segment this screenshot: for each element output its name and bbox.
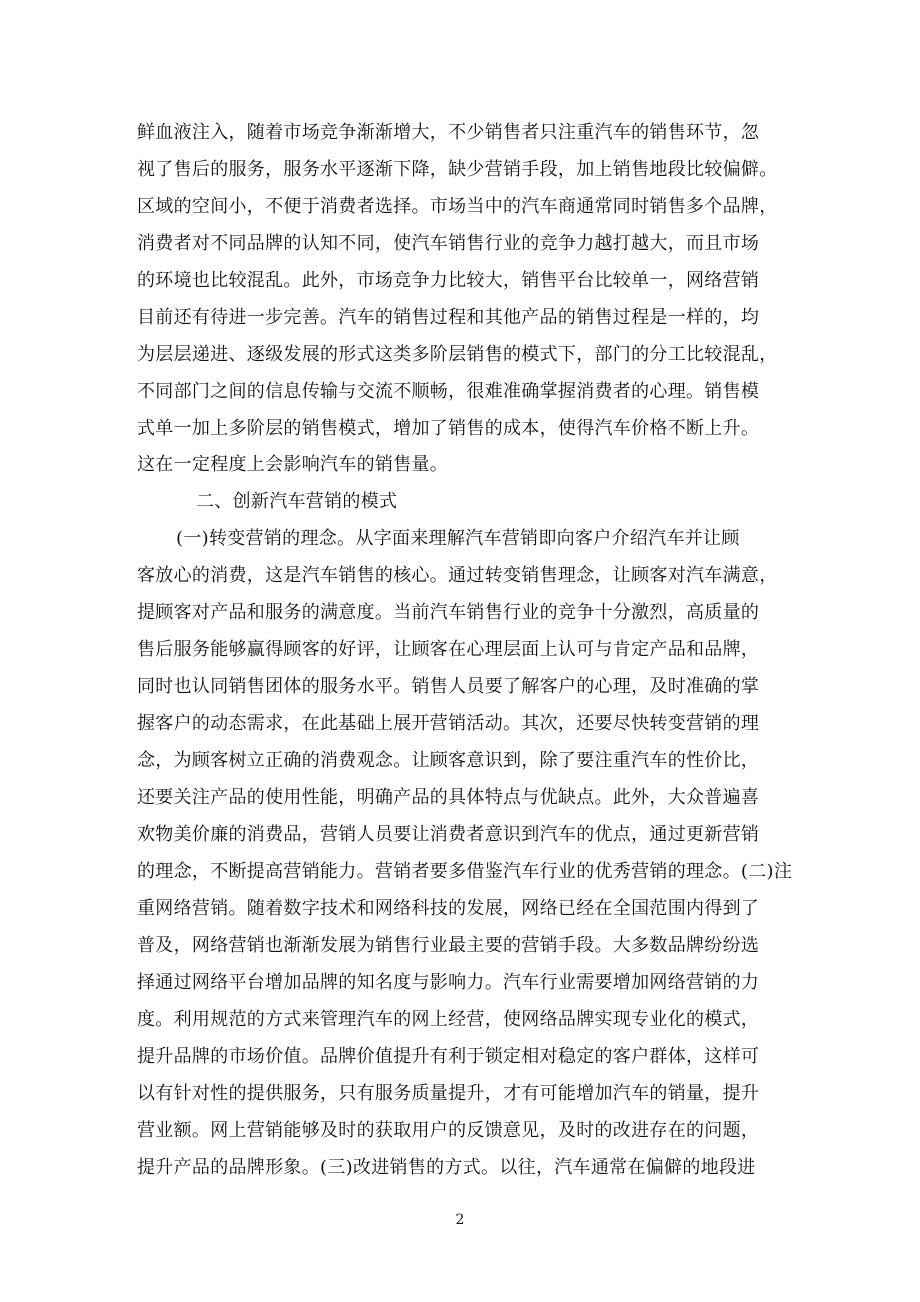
- section-heading: 二、创新汽车营销的模式: [196, 491, 398, 512]
- body-text-line: 式单一加上多阶层的销售模式，增加了销售的成本，使得汽车价格不断上升。: [137, 418, 760, 439]
- body-text-line: 目前还有待进一步完善。汽车的销售过程和其他产品的销售过程是一样的，均: [137, 307, 760, 328]
- body-text-line: 度。利用规范的方式来管理汽车的网上经营，使网络品牌实现专业化的模式，: [137, 1009, 760, 1030]
- body-text-line: 不同部门之间的信息传输与交流不顺畅，很难准确掌握消费者的心理。销售模: [137, 381, 760, 402]
- body-text-line: 区域的空间小，不便于消费者选择。市场当中的汽车商通常同时销售多个品牌，: [137, 196, 778, 217]
- body-text-line: 握客户的动态需求，在此基础上展开营销活动。其次，还要尽快转变营销的理: [137, 713, 760, 734]
- body-text-line: 重网络营销。随着数字技术和网络科技的发展，网络已经在全国范围内得到了: [137, 898, 760, 919]
- body-text-line: 为层层递进、逐级发展的形式这类多阶层销售的模式下，部门的分工比较混乱，: [137, 344, 778, 365]
- body-text-line: 售后服务能够赢得顾客的好评，让顾客在心理层面上认可与肯定产品和品牌，: [137, 639, 760, 660]
- body-text-line: 客放心的消费，这是汽车销售的核心。通过转变销售理念，让顾客对汽车满意，: [137, 565, 778, 586]
- body-text-line: 普及，网络营销也渐渐发展为销售行业最主要的营销手段。大多数品牌纷纷选: [137, 935, 760, 956]
- body-text-line: 营业额。网上营销能够及时的获取用户的反馈意见，及时的改进存在的问题，: [137, 1120, 760, 1141]
- body-text-line: 还要关注产品的使用性能，明确产品的具体特点与优缺点。此外，大众普遍喜: [137, 787, 760, 808]
- body-text-line: 提顾客对产品和服务的满意度。当前汽车销售行业的竞争十分激烈，高质量的: [137, 602, 760, 623]
- body-text-line: 同时也认同销售团体的服务水平。销售人员要了解客户的心理，及时准确的掌: [137, 676, 760, 697]
- body-text-line: 鲜血液注入，随着市场竞争渐渐增大，不少销售者只注重汽车的销售环节，忽: [137, 122, 760, 143]
- body-text-line: 视了售后的服务，服务水平逐渐下降，缺少营销手段，加上销售地段比较偏僻。: [137, 159, 778, 180]
- body-text-line: 消费者对不同品牌的认知不同，使汽车销售行业的竞争力越打越大，而且市场: [137, 233, 760, 254]
- body-text-line: 这在一定程度上会影响汽车的销售量。: [137, 454, 449, 475]
- body-text-line: 念，为顾客树立正确的消费观念。让顾客意识到，除了要注重汽车的性价比，: [137, 750, 760, 771]
- body-text-line: 的环境也比较混乱。此外，市场竞争力比较大，销售平台比较单一，网络营销: [137, 270, 760, 291]
- body-text-line: 以有针对性的提供服务，只有服务质量提升，才有可能增加汽车的销量，提升: [137, 1083, 760, 1104]
- body-text-line: 的理念，不断提高营销能力。营销者要多借鉴汽车行业的优秀营销的理念。(二)注: [137, 861, 793, 882]
- body-text-line: 提升品牌的市场价值。品牌价值提升有利于锁定相对稳定的客户群体，这样可: [137, 1046, 760, 1067]
- body-text-line: 择通过网络平台增加品牌的知名度与影响力。汽车行业需要增加网络营销的力: [137, 972, 760, 993]
- page-number: 2: [455, 1212, 465, 1228]
- body-text-line: 欢物美价廉的消费品，营销人员要让消费者意识到汽车的优点，通过更新营销: [137, 824, 760, 845]
- paragraph-first-line: (一)转变营销的理念。从字面来理解汽车营销即向客户介绍汽车并让顾: [176, 528, 740, 549]
- body-text-line: 提升产品的品牌形象。(三)改进销售的方式。以往，汽车通常在偏僻的地段进: [137, 1157, 756, 1178]
